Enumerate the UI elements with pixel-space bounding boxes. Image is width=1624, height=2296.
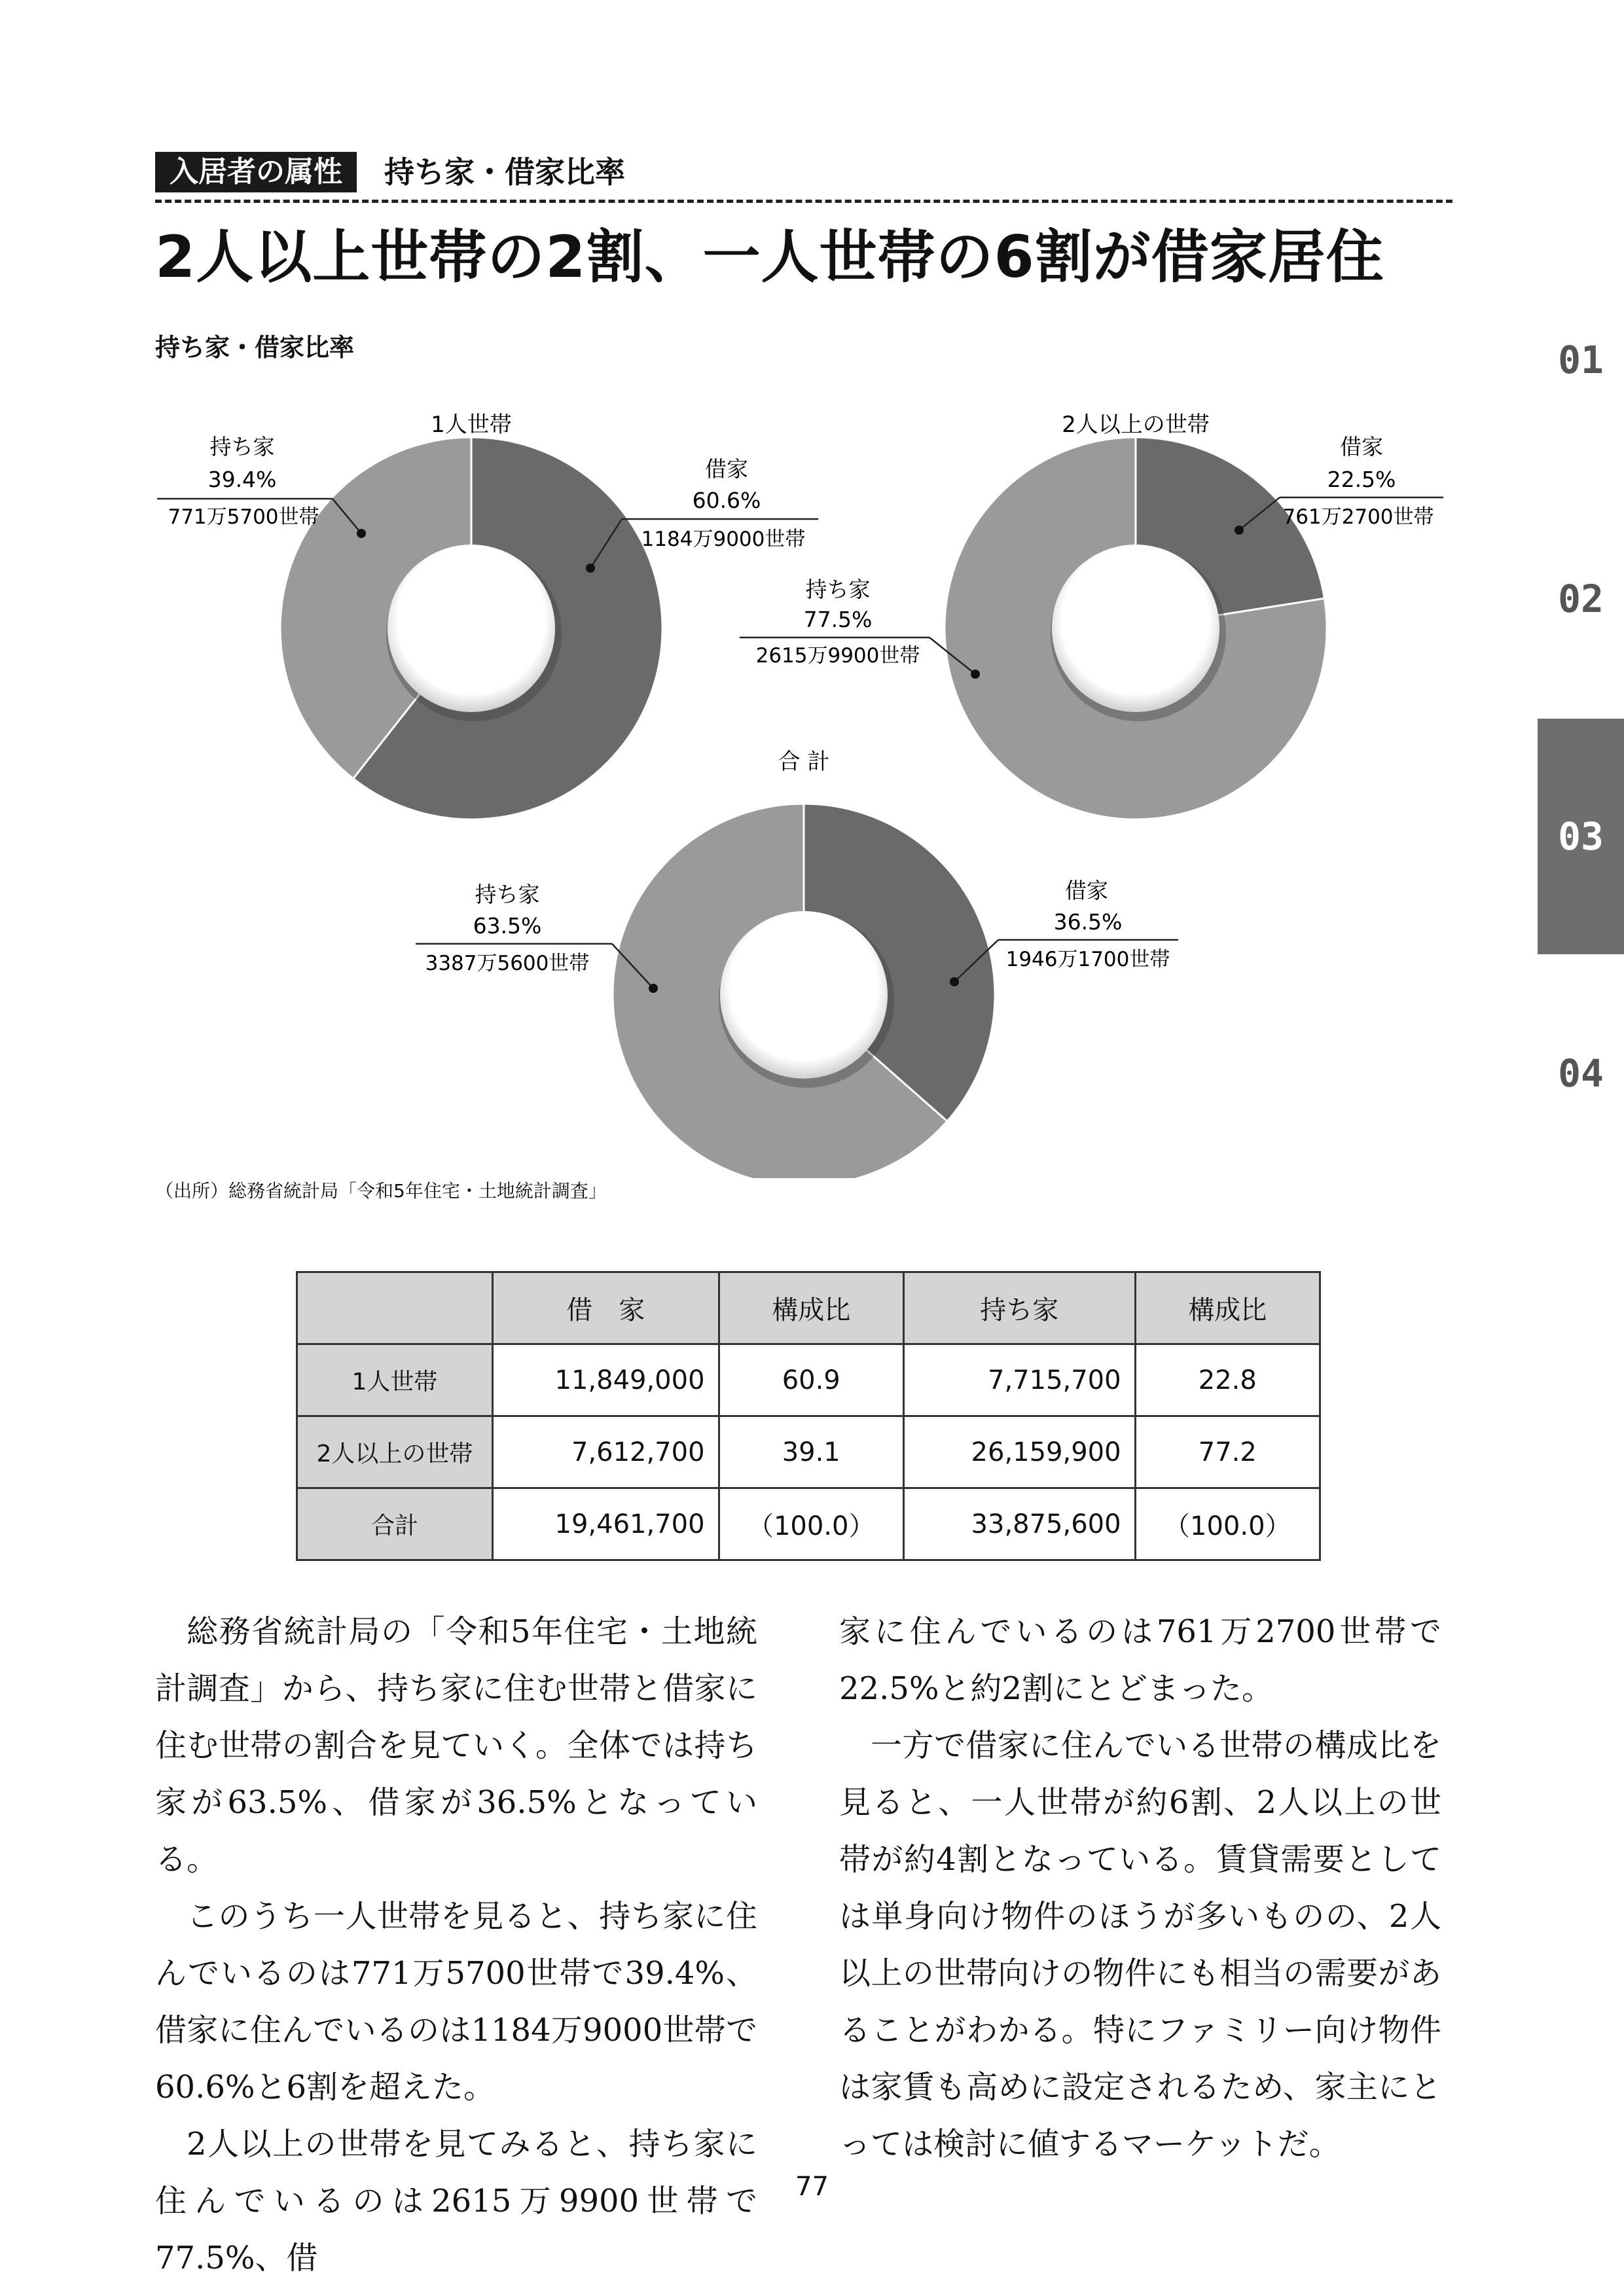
chapter-tab-01[interactable]: 01 — [1558, 338, 1604, 382]
table-cell: 60.9 — [719, 1344, 903, 1416]
chart2-rent-count: 761万2700世帯 — [1282, 505, 1434, 529]
body-paragraph: 一方で借家に住んでいる世帯の構成比を見ると、一人世帯が約6割、2人以上の世帯が約4割となっている。賃貸需要としては単身向け物件のほうが多いものの、2人以上の世帯向けの物件にも相当の需要があることがわかる。特にファミリー向け物件は家賃も高めに設定されるため、家主にとっては検討に値するマーケットだ。 — [839, 1727, 1441, 2162]
table-cell: 19,461,700 — [492, 1488, 719, 1560]
donut-hole — [1052, 545, 1219, 712]
donut-hole — [720, 911, 888, 1079]
chart-total — [613, 804, 995, 1178]
chart1-own-name: 持ち家 — [209, 434, 275, 459]
chart2-own-name: 持ち家 — [805, 577, 871, 602]
chart1-rent-count: 1184万9000世帯 — [641, 528, 806, 551]
chart2-own-percent: 77.5% — [803, 607, 873, 632]
body-paragraph: このうち一人世帯を見ると、持ち家に住んでいるのは771万5700世帯で39.4%、借家に住んでいるのは1184万9000世帯で60.6%と6割を超えた。 — [155, 1898, 757, 2106]
table-header-cell: 構成比 — [1135, 1272, 1320, 1344]
body-paragraph: 家に住んでいるのは761万2700世帯で22.5%と約2割にとどまった。 — [839, 1613, 1441, 1707]
chart1-own-count: 771万5700世帯 — [168, 505, 319, 529]
table-row-label: 2人以上の世帯 — [297, 1416, 493, 1488]
chapter-tab-02[interactable]: 02 — [1558, 577, 1604, 621]
chart3-rent-percent: 36.5% — [1053, 909, 1123, 935]
table-cell: 7,612,700 — [492, 1416, 719, 1488]
chart3-rent-name: 借家 — [1065, 878, 1108, 903]
chart2-rent-name: 借家 — [1340, 434, 1383, 459]
table-row-label: 合計 — [297, 1488, 493, 1560]
chart2-rent-percent: 22.5% — [1327, 467, 1396, 492]
table-cell: （100.0） — [719, 1488, 903, 1560]
page-title: 2人以上世帯の2割、一人世帯の6割が借家居住 — [155, 223, 1384, 291]
chart1-rent-percent: 60.6% — [692, 488, 761, 513]
body-paragraph: 2人以上の世帯を見てみると、持ち家に住んでいるのは2615万9900世帯で77.5%、借 — [155, 2126, 757, 2276]
table-cell: 33,875,600 — [903, 1488, 1135, 1560]
source-note: （出所）総務省統計局「令和5年住宅・土地統計調査」 — [155, 1180, 607, 1202]
donut-hole — [388, 545, 555, 712]
chart3-rent-count: 1946万1700世帯 — [1005, 948, 1170, 971]
body-column-right — [839, 1604, 1441, 2173]
chart3-own-name: 持ち家 — [475, 882, 540, 907]
chart-title-total: 合 計 — [778, 749, 830, 775]
chart-one-person — [280, 437, 662, 819]
chart-title-one-person: 1人世帯 — [431, 412, 512, 438]
chart-multi-person — [945, 437, 1327, 819]
figure-title: 持ち家・借家比率 — [155, 333, 355, 362]
chart2-own-count: 2615万9900世帯 — [755, 644, 920, 668]
section-tag: 入居者の属性 — [155, 152, 357, 192]
chart3-own-percent: 63.5% — [473, 913, 542, 939]
table-cell: 26,159,900 — [903, 1416, 1135, 1488]
chapter-tab-04[interactable]: 04 — [1558, 1051, 1604, 1096]
table-cell: 22.8 — [1135, 1344, 1320, 1416]
section-subtitle: 持ち家・借家比率 — [384, 154, 625, 190]
table-cell: 7,715,700 — [903, 1344, 1135, 1416]
table-header-cell: 借 家 — [492, 1272, 719, 1344]
table-header-row — [297, 1272, 1320, 1344]
table-row — [297, 1344, 1320, 1416]
chapter-tab-03[interactable]: 03 — [1538, 719, 1624, 954]
table-cell: 11,849,000 — [492, 1344, 719, 1416]
table-row — [297, 1416, 1320, 1488]
data-table — [296, 1271, 1321, 1561]
page-number: 77 — [795, 2172, 829, 2202]
table-header-cell — [297, 1272, 493, 1344]
table-header-cell: 構成比 — [719, 1272, 903, 1344]
body-paragraph: 総務省統計局の「令和5年住宅・土地統計調査」から、持ち家に住む世帯と借家に住む世帯の割合を見ていく。全体では持ち家が63.5%、借家が36.5%となっている。 — [155, 1613, 757, 1878]
chart1-rent-name: 借家 — [705, 456, 748, 482]
chart3-own-count: 3387万5600世帯 — [425, 952, 590, 975]
table-cell: （100.0） — [1135, 1488, 1320, 1560]
table-cell: 39.1 — [719, 1416, 903, 1488]
table-cell: 77.2 — [1135, 1416, 1320, 1488]
chart1-own-percent: 39.4% — [208, 467, 277, 492]
table-header-cell: 持ち家 — [903, 1272, 1135, 1344]
table-row-label: 1人世帯 — [297, 1344, 493, 1416]
chart-title-multi-person: 2人以上の世帯 — [1062, 412, 1210, 438]
table-row — [297, 1488, 1320, 1560]
